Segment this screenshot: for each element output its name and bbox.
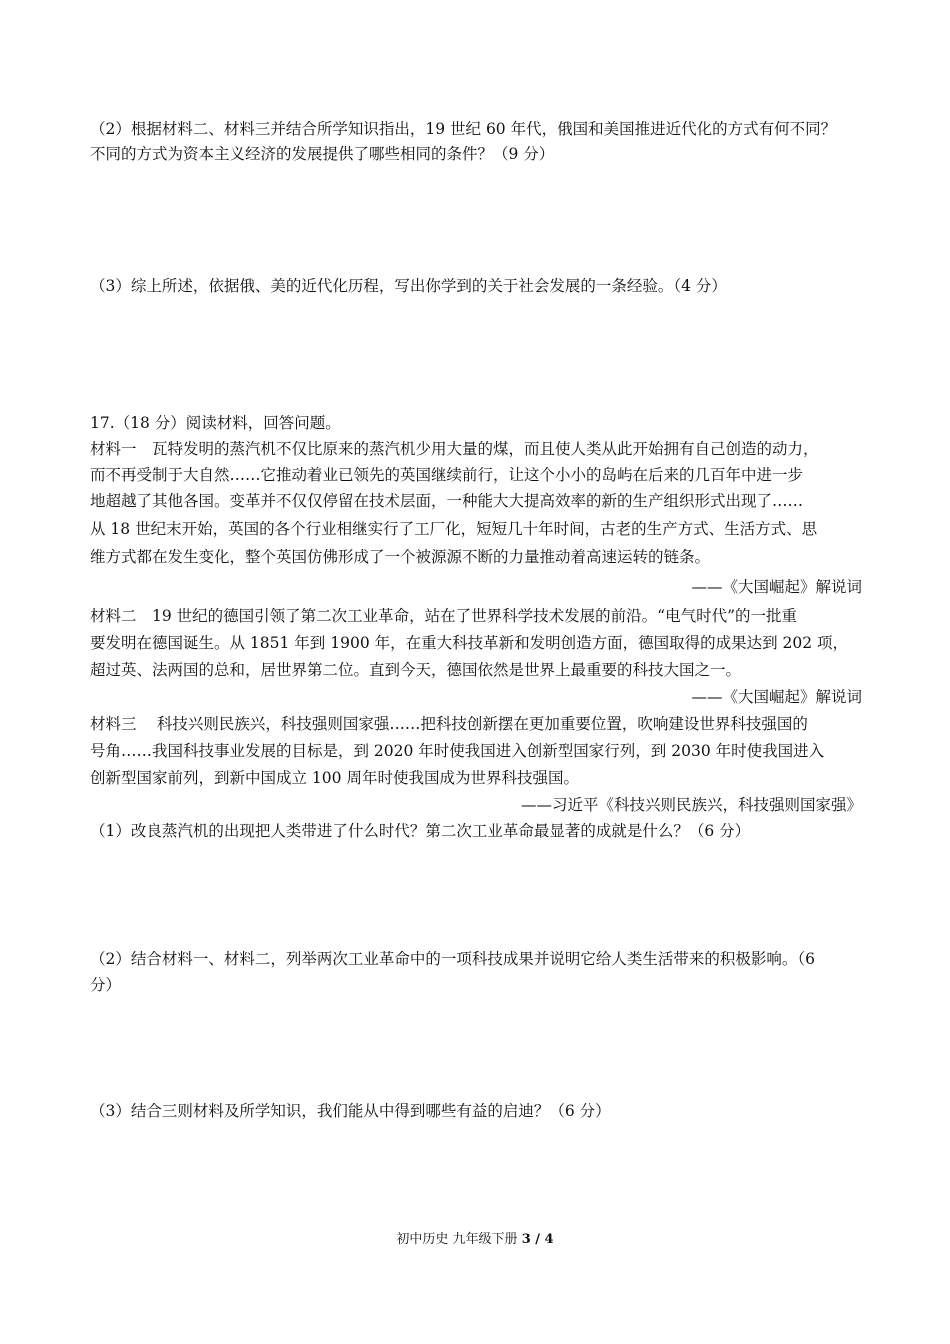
- material2-line-2: 要发明在德国诞生。从 1851 年到 1900 年，在重大科技革新和发明创造方面，德国取得的成果达到 202 项，: [90, 634, 849, 652]
- q17-part2-line-1: （2）结合材料一、材料二，列举两次工业革命中的一项科技成果并说明它给人类生活带来的积极影响。（6: [90, 950, 815, 968]
- material2-line-1: 材料二 19 世纪的德国引领了第二次工业革命，站在了世界科学技术发展的前沿。“电气时代”的一批重: [90, 607, 798, 625]
- material1-line-3: 地超越了其他各国。变革并不仅仅停留在技术层面，一种能大大提高效率的新的生产组织形式出现了……: [90, 492, 804, 510]
- part2-line-2: 不同的方式为资本主义经济的发展提供了哪些相同的条件？（9 分）: [90, 145, 555, 163]
- material3-line-1: 材料三 科技兴则民族兴，科技强则国家强……把科技创新摆在更加重要位置，吹响建设世界科技强国的: [90, 715, 808, 733]
- page-footer: [0, 1231, 950, 1249]
- part2-line-1: （2）根据材料二、材料三并结合所学知识指出，19 世纪 60 年代，俄国和美国推进近代化的方式有何不同？: [90, 120, 837, 138]
- part3-line: （3）综上所述，依据俄、美的近代化历程，写出你学到的关于社会发展的一条经验。（4 分）: [90, 277, 727, 295]
- q17-part2-line-2: 分）: [90, 976, 122, 994]
- q17-header: 17.（18 分）阅读材料，回答问题。: [90, 414, 341, 432]
- material1-line-1: 材料一 瓦特发明的蒸汽机不仅比原来的蒸汽机少用大量的煤，而且使人类从此开始拥有自己创造的动力，: [90, 440, 819, 458]
- material1-line-4: 从 18 世纪末开始，英国的各个行业相继实行了工厂化，短短几十年时间，古老的生产方式、生活方式、思: [90, 520, 818, 538]
- footer-page-number: 3 / 4: [521, 1232, 554, 1247]
- material2-line-3: 超过英、法两国的总和，居世界第二位。直到今天，德国依然是世界上最重要的科技大国之一。: [90, 661, 742, 679]
- material1-line-5: 维方式都在发生变化，整个英国仿佛形成了一个被源源不断的力量推动着高速运转的链条。: [90, 548, 711, 566]
- q17-part1: （1）改良蒸汽机的出现把人类带进了什么时代？第二次工业革命最显著的成就是什么？（6 分）: [90, 822, 751, 840]
- q17-part3: （3）结合三则材料及所学知识，我们能从中得到哪些有益的启迪？（6 分）: [90, 1102, 611, 1120]
- material3-line-2: 号角……我国科技事业发展的目标是，到 2020 年时使我国进入创新型国家行列，到 2030 年时使我国进入: [90, 742, 825, 760]
- material1-line-2: 而不再受制于大自然……它推动着业已领先的英国继续前行，让这个小小的岛屿在后来的几百年中进一步: [90, 466, 804, 484]
- material3-source: ——习近平《科技兴则民族兴，科技强则国家强》: [520, 796, 862, 814]
- material2-source: ——《大国崛起》解说词: [691, 688, 862, 706]
- material1-source: ——《大国崛起》解说词: [691, 578, 862, 596]
- footer-subject: 初中历史 九年级下册: [396, 1232, 522, 1247]
- material3-line-3: 创新型国家前列，到新中国成立 100 周年时使我国成为世界科技强国。: [90, 769, 579, 787]
